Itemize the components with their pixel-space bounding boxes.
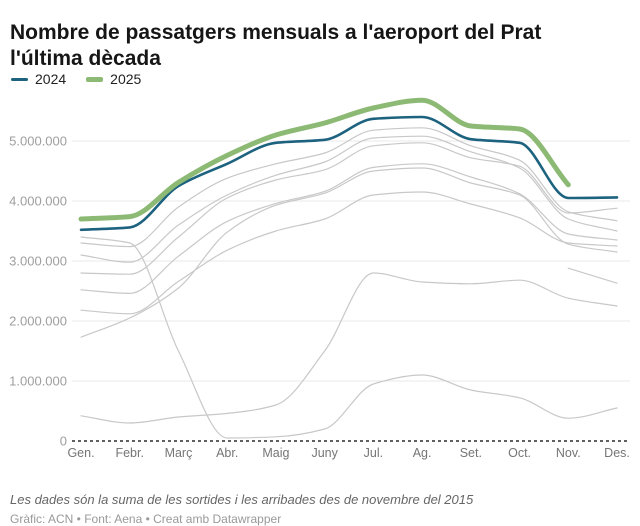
x-tick-label: Març [164, 446, 193, 460]
y-axis-labels [9, 134, 67, 449]
chart-title: Nombre de passatgers mensuals a l'aeroport del Prat l'última dècada [10, 21, 542, 71]
x-tick-label: Jul. [363, 446, 384, 460]
x-tick-label: Ag. [412, 446, 432, 460]
x-tick-label: Des. [604, 446, 630, 460]
x-tick-label: Nov. [555, 446, 581, 460]
y-tick-label: 0 [59, 433, 67, 449]
x-tick-label: Gen. [67, 446, 95, 460]
y-tick-label: 5.000.000 [9, 133, 67, 149]
byline: Gràfic: ACN • Font: Aena • Creat amb Datawrapper [10, 512, 282, 526]
footnote: Les dades són la suma de les sortides i les arribades des de novembre del 2015 [10, 492, 474, 507]
x-tick-label: Maig [262, 446, 290, 460]
series-line-2019 [81, 128, 617, 247]
x-tick-label: Juny [311, 446, 338, 460]
y-tick-label: 3.000.000 [9, 253, 67, 269]
x-tick-label: Febr. [115, 446, 144, 460]
x-axis-labels [67, 446, 629, 460]
series-line-2015 [568, 268, 617, 283]
series-line-2020 [81, 237, 617, 438]
x-tick-label: Oct. [508, 446, 532, 460]
y-tick-label: 4.000.000 [9, 193, 67, 209]
y-tick-label: 2.000.000 [9, 313, 67, 329]
x-tick-label: Set. [459, 446, 482, 460]
x-tick-label: Abr. [216, 446, 239, 460]
series-line-2024[interactable] [81, 117, 617, 230]
series-lines [81, 100, 617, 438]
series-line-2017 [81, 164, 617, 294]
legend-label-2024: 2024 [35, 71, 67, 87]
legend-label-2025: 2025 [110, 71, 142, 87]
y-tick-label: 1.000.000 [9, 373, 67, 389]
